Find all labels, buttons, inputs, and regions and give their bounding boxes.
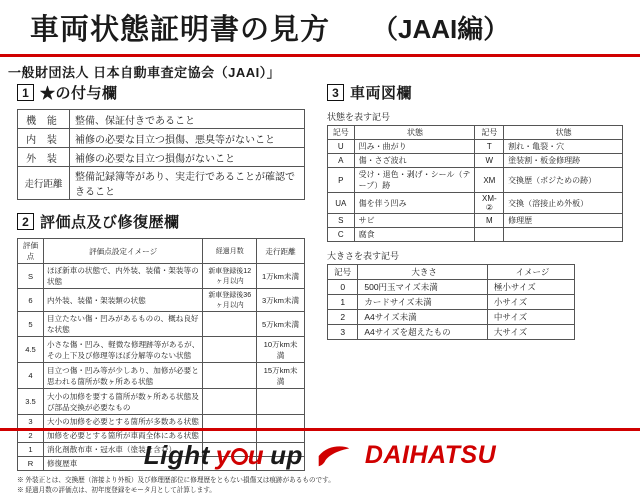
note-line: ※ 経過月数の評価点は、初年度登録をモータ月として計算します。 bbox=[17, 486, 216, 494]
cell-state2: 交換歴（ボジための跡） bbox=[504, 168, 623, 193]
table-row bbox=[18, 337, 305, 363]
col-header-symbol: 記号 bbox=[328, 126, 355, 140]
cell-image: ほぼ新車の状態で、内外装、装備・架装等の状態 bbox=[43, 264, 202, 289]
cell-symbol: U bbox=[328, 140, 355, 154]
table-row bbox=[18, 264, 305, 289]
col-header-run: 走行距離 bbox=[257, 239, 305, 264]
cell-months bbox=[203, 415, 257, 429]
slogan-up: up bbox=[270, 440, 303, 470]
section2-number: 2 bbox=[17, 213, 34, 230]
row-value: 補修の必要な目立つ損傷、悪臭等がないこと bbox=[70, 129, 305, 148]
row-value: 整備、保証付きであること bbox=[70, 110, 305, 129]
cell-state: 腐食 bbox=[354, 228, 475, 242]
daihatsu-logo-icon bbox=[317, 443, 351, 469]
cell-score: 4.5 bbox=[18, 337, 44, 363]
document-header bbox=[0, 0, 640, 57]
cell-months bbox=[203, 337, 257, 363]
cell-score: 3 bbox=[18, 415, 44, 429]
cell-image: 小サイズ bbox=[487, 295, 574, 310]
row-label: 内 装 bbox=[18, 129, 70, 148]
row-value: 整備記録簿等があり、実走行であることが確認できること bbox=[70, 167, 305, 200]
cell-symbol: 1 bbox=[328, 295, 358, 310]
cell-run: 1万km未満 bbox=[257, 264, 305, 289]
cell-symbol2: XM bbox=[475, 168, 504, 193]
section1-number: 1 bbox=[17, 84, 34, 101]
cell-score: 4 bbox=[18, 363, 44, 389]
cell-score: 2 bbox=[18, 429, 44, 443]
cell-image: 加修を必要とする箇所が車両全体にある状態 bbox=[43, 429, 202, 443]
table-row bbox=[328, 310, 575, 325]
col-header-image: 評価点設定イメージ bbox=[43, 239, 202, 264]
cell-months: 新車登録後36ヶ月以内 bbox=[203, 289, 257, 312]
cell-state: サビ bbox=[354, 214, 475, 228]
cell-image: 大小の加修を必要とする箇所が多数ある状態 bbox=[43, 415, 202, 429]
cell-state: 傷を伴う凹み bbox=[354, 193, 475, 214]
cell-score: 6 bbox=[18, 289, 44, 312]
table-row bbox=[328, 214, 623, 228]
section1-title: ★の付与欄 bbox=[40, 85, 118, 102]
cell-score: 3.5 bbox=[18, 389, 44, 415]
col-header-symbol2: 記号 bbox=[475, 126, 504, 140]
size-symbols-subtitle: 大きさを表す記号 bbox=[327, 251, 400, 261]
cell-image: 修復歴車 bbox=[43, 457, 202, 471]
table-row bbox=[18, 289, 305, 312]
cell-symbol: P bbox=[328, 168, 355, 193]
cell-image: 目立つ傷・凹み等が少しあり、加修が必要と思われる箇所が数ヶ所ある状態 bbox=[43, 363, 202, 389]
cell-state2: 塗装割・板金修理跡 bbox=[504, 154, 623, 168]
cell-symbol: C bbox=[328, 228, 355, 242]
cell-size: カードサイズ未満 bbox=[358, 295, 488, 310]
table-row bbox=[18, 148, 305, 167]
state-symbols-table bbox=[327, 125, 623, 242]
col-header-score: 評価点 bbox=[18, 239, 44, 264]
star-criteria-table bbox=[17, 109, 305, 200]
size-symbols-table bbox=[327, 264, 575, 340]
row-label: 外 装 bbox=[18, 148, 70, 167]
cell-run bbox=[257, 415, 305, 429]
col-header-state2: 状態 bbox=[504, 126, 623, 140]
table-row bbox=[18, 415, 305, 429]
section3-number: 3 bbox=[327, 84, 344, 101]
cell-symbol: 0 bbox=[328, 280, 358, 295]
table-header-row bbox=[328, 126, 623, 140]
cell-run: 3万km未満 bbox=[257, 289, 305, 312]
section3-title: 車両図欄 bbox=[350, 85, 413, 102]
table-row bbox=[18, 167, 305, 200]
table-row bbox=[18, 389, 305, 415]
note-line: ※ 外装正とは、交換歴（溶接より外板）及び修理歴部位に修理歴をともない損傷又は痕跡があるものです。 bbox=[17, 477, 335, 484]
cell-symbol2: M bbox=[475, 214, 504, 228]
table-row bbox=[328, 154, 623, 168]
cell-symbol2: T bbox=[475, 140, 504, 154]
page-subtitle: （JAAI編） bbox=[372, 13, 510, 44]
row-label: 機 能 bbox=[18, 110, 70, 129]
table-row bbox=[328, 140, 623, 154]
cell-image: 小さな傷・凹み、軽微な修理跡等があるが、その上下及び修理等ほぼ分解等のない状態 bbox=[43, 337, 202, 363]
cell-image: 目立たない傷・凹みがあるものの、概ね良好な状態 bbox=[43, 312, 202, 337]
section2-title: 評価点及び修復歴欄 bbox=[40, 214, 180, 231]
col-header-symbol: 記号 bbox=[328, 265, 358, 280]
row-value: 補修の必要な目立つ損傷がないこと bbox=[70, 148, 305, 167]
cell-run: 15万km未満 bbox=[257, 363, 305, 389]
cell-run: 10万km未満 bbox=[257, 337, 305, 363]
brand-name: DAIHATSU bbox=[364, 441, 497, 469]
cell-score: 1 bbox=[18, 443, 44, 457]
cell-size: A4サイズを超えたもの bbox=[358, 325, 488, 340]
cell-size: 500円玉マイズ未満 bbox=[358, 280, 488, 295]
cell-image: 中サイズ bbox=[487, 310, 574, 325]
circle-o-icon bbox=[231, 448, 248, 465]
cell-months bbox=[203, 312, 257, 337]
cell-run: 5万km未満 bbox=[257, 312, 305, 337]
state-symbols-subtitle: 状態を表す記号 bbox=[327, 112, 391, 122]
document-footer bbox=[0, 428, 640, 480]
cell-symbol: UA bbox=[328, 193, 355, 214]
table-row bbox=[18, 363, 305, 389]
cell-score: 5 bbox=[18, 312, 44, 337]
cell-score: R bbox=[18, 457, 44, 471]
cell-score: S bbox=[18, 264, 44, 289]
table-row bbox=[328, 193, 623, 214]
cell-symbol2: XM-② bbox=[475, 193, 504, 214]
cell-state2: 割れ・亀裂・穴 bbox=[504, 140, 623, 154]
organization-line: 一般財団法人 日本自動車査定協会（JAAI）」 bbox=[8, 65, 281, 80]
slogan-light: Light bbox=[143, 440, 210, 470]
cell-symbol2 bbox=[475, 228, 504, 242]
table-row bbox=[328, 168, 623, 193]
table-row bbox=[18, 110, 305, 129]
cell-state: 傷・さざ波れ bbox=[354, 154, 475, 168]
table-header-row bbox=[328, 265, 575, 280]
cell-symbol: S bbox=[328, 214, 355, 228]
cell-state2: 交換（溶接止め外板） bbox=[504, 193, 623, 214]
section3-heading bbox=[327, 82, 627, 103]
section1-heading bbox=[17, 82, 322, 103]
cell-size: A4サイズ未満 bbox=[358, 310, 488, 325]
cell-state: 受け・退色・剥げ・シール（テープ）跡 bbox=[354, 168, 475, 193]
cell-image: 大小の加修を要する箇所が数ヶ所ある状態及び部品交換が必要なもの bbox=[43, 389, 202, 415]
row-label: 走行距離 bbox=[18, 167, 70, 200]
cell-run bbox=[257, 389, 305, 415]
col-header-image: イメージ bbox=[487, 265, 574, 280]
cell-months bbox=[203, 363, 257, 389]
right-column bbox=[327, 82, 627, 340]
cell-symbol: 2 bbox=[328, 310, 358, 325]
cell-symbol2: W bbox=[475, 154, 504, 168]
cell-state2 bbox=[504, 228, 623, 242]
cell-symbol: A bbox=[328, 154, 355, 168]
table-row bbox=[328, 325, 575, 340]
col-header-months: 経過月数 bbox=[203, 239, 257, 264]
table-row bbox=[18, 312, 305, 337]
table-row bbox=[328, 228, 623, 242]
section2-heading bbox=[17, 211, 322, 232]
cell-state: 凹み・曲がり bbox=[354, 140, 475, 154]
table-row bbox=[328, 295, 575, 310]
cell-image: 極小サイズ bbox=[487, 280, 574, 295]
col-header-state: 状態 bbox=[354, 126, 475, 140]
cell-months: 新車登録後12ヶ月以内 bbox=[203, 264, 257, 289]
cell-image: 大サイズ bbox=[487, 325, 574, 340]
table-header-row bbox=[18, 239, 305, 264]
cell-months bbox=[203, 389, 257, 415]
table-row bbox=[328, 280, 575, 295]
table-row bbox=[18, 129, 305, 148]
cell-image: 内外装、装備・架装類の状態 bbox=[43, 289, 202, 312]
slogan bbox=[144, 440, 303, 471]
cell-image: 消化剤散布車・冠水車（塗装を含む） bbox=[43, 443, 202, 457]
page-title: 車両状態証明書の見方 bbox=[30, 13, 331, 46]
slogan-you: y u bbox=[215, 440, 265, 470]
col-header-size: 大きさ bbox=[358, 265, 488, 280]
cell-symbol: 3 bbox=[328, 325, 358, 340]
cell-state2: 修理歴 bbox=[504, 214, 623, 228]
